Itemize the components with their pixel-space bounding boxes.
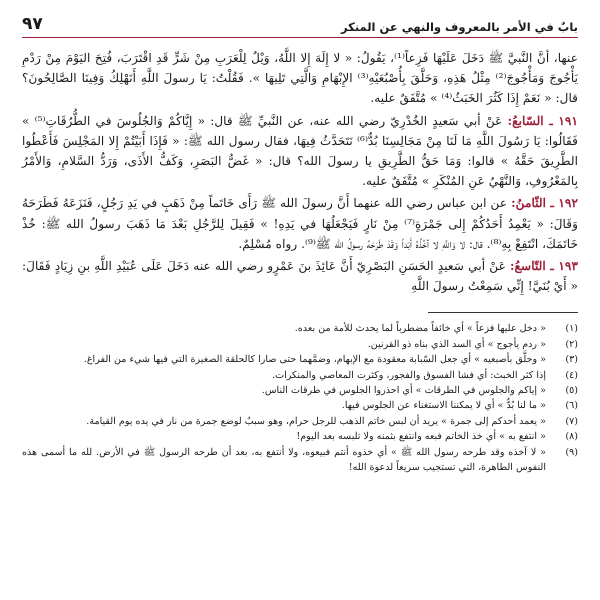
footnote-text: « ردم يأجوج » أي السد الذي بناه ذو القرنين. <box>367 338 546 350</box>
footnote-number: (٩) <box>565 446 578 458</box>
footnote <box>22 414 578 429</box>
hadith-193-text: عَنْ أبي سَعيدٍ الحَسَنِ البَصْرِيّ أَنَّ عَائِذَ بنَ عَمْرٍو رضي الله عنه دَخَلَ عَلَى عُبَيْدِ اللَّهِ بنِ زِيَادٍ فَقَالَ: « أَيْ بُنَيَّ! إِنِّي سَمِعْتُ رسولَ اللَّهِ <box>22 259 578 294</box>
footnote-number: (٤) <box>565 369 578 381</box>
footnote-number: (١) <box>565 323 578 335</box>
hadith-191-text: عَنْ أبي سَعيدٍ الخُدْرِيّ رضي الله عنه، عن النَّبيِّ ﷺ قال: « إِيَّاكُمْ وَالجُلُوسَ في الطُّرُقَاتِ⁽⁵⁾ » فَقَالُوا: يَا رَسُولَ اللَّهِ مَا لَنَا مِنْ مَجَالِسِنَا بُدٌّ⁽⁶⁾ نَتَحَدَّثُ فِيهَا، فقال رسول الله ﷺ: « فَإِذَا أَبَيْتُمْ إِلا المَجْلِسَ فَأَعْطُوا الطَّرِيقَ حَقَّهُ » قالوا: وَمَا حَقُّ الطَّرِيقِ يا رسولَ الله؟ قال: « غَضُّ البَصَرِ، وَكَفُّ الأَذَى، وَرَدُّ السَّلامِ، وَالأَمْرُ بِالمَعْرُوفِ، وَالنَّهْيُ عَنِ المُنْكَرِ » مُتَّفَقٌ عليه. <box>22 113 578 189</box>
footnote-number: (٣) <box>565 354 578 366</box>
footnote-text: « ما لنا بُدٌّ » أي لا يمكننا الاستغناء عن الجلوس فيها. <box>341 400 546 412</box>
footnote-text: « دخل عليها فزعاً » أي خائفاً مضطرباً لما يحدث للأمة من بعده. <box>294 323 546 335</box>
page-number: ٩٧ <box>22 14 43 34</box>
footnote-number: (٨) <box>565 431 578 443</box>
footnote-number: (٥) <box>565 385 578 397</box>
footnote-text: إذا كثر الخبث: أي فشا الفسوق والفجور، وكثرت المعاصي والمنكرات. <box>272 369 546 381</box>
footnote <box>22 352 578 367</box>
hadith-193 <box>22 256 578 296</box>
hadith-192 <box>22 193 578 254</box>
footnote-divider-wrap <box>22 298 578 321</box>
footnote-divider <box>428 312 578 313</box>
hadith-191 <box>22 111 578 192</box>
footnote-number: (٦) <box>565 400 578 412</box>
footnote <box>22 445 578 476</box>
footnote-text: « إياكم والجلوس في الطرقات » أي احذروا الجلوس في طرقات الناس. <box>261 385 546 397</box>
footnote-text: « يعمد أحدكم إلى جمرة » يريد أن لبس خاتم الذهب للرجل حرام، وهو سببٌ لوضع جمرة من نار في يده يوم القيامة. <box>86 415 546 427</box>
hadith-193-number: ١٩٣ ـ التّاسعُ: <box>510 259 579 274</box>
running-title: بابٌ في الأمر بالمعروف والنهي عن المنكر <box>340 20 578 34</box>
footnote <box>22 321 578 336</box>
page-header <box>22 10 578 38</box>
main-text <box>22 48 578 296</box>
hadith-192-text: عن ابن عباس رضي الله عنهما أَنَّ رسولَ الله ﷺ رَأَى خَاتَماً مِنْ ذَهَبٍ في يَدِ رَجُلٍ، فَنَزَعَهُ فَطَرَحَهُ وَقَالَ: « يَعْمِدُ أَحَدُكُمْ إِلى جَمْرَةٍ⁽⁷⁾ مِنْ نَارٍ فَيَجْعَلُهَا في يَدِهِ! » فَقِيلَ لِلرَّجُلِ بَعْدَ مَا ذَهَبَ رسولُ الله ﷺ: خُذْ خَاتَمَكَ، انْتَفِعْ بِهِ⁽⁸⁾. قال: لا وَاللَّهِ لا آخُذُهُ أَبَداً وَقَدْ طَرَحَهُ رسولُ الله ﷺ⁽⁹⁾. رواه مُسْلِمٌ. <box>22 196 578 251</box>
footnotes <box>22 321 578 475</box>
footnote-text: « لا آخذه وقد طرحه رسول الله ﷺ » أي خذوه أنتم فبيعوه، ولا أنتفع به، بعد أن طرحه الرسول ﷺ في الأرض. لله ما أسمى هذه النفوس الطاهرة، التي تستجيب سريعاً لدعوة الله! <box>22 446 546 474</box>
footnote <box>22 337 578 352</box>
page <box>22 10 578 592</box>
footnote <box>22 429 578 444</box>
footnote-number: (٢) <box>565 338 578 350</box>
hadith-191-number: ١٩١ ـ السّابعُ: <box>507 113 578 128</box>
hadith-192-number: ١٩٢ ـ الثّامنُ: <box>511 196 579 211</box>
footnote <box>22 368 578 383</box>
footnote-text: « انتفع به » أي خذ الخاتم فبعه وانتفع بثمنه ولا تلبسه بعد اليوم! <box>296 431 546 443</box>
footnote-text: « وحلَّق بأصبعيه » أي جعل السّبابة معقودة مع الإبهام، وضمَّهما حتى صارا كالحلقة الصغيرة التي فيها شيء من الفراغ. <box>83 354 546 366</box>
footnote <box>22 383 578 398</box>
footnote <box>22 398 578 413</box>
hadith-190-continuation: عنها، أنَّ النَّبيَّ ﷺ دَخَلَ عَلَيْهَا فَزِعاً⁽¹⁾، يَقُولُ: « لا إِلَهَ إِلا اللَّهُ، وَيْلٌ لِلْعَرَبِ مِنْ شَرٍّ قَدِ اقْتَرَبَ، فُتِحَ اليَوْمَ مِنْ رَدْمِ يَأْجُوجَ وَمَأْجُوجَ⁽²⁾ مِثْلُ هَذِهِ، وَحَلَّقَ بِأُصْبُعَيْهِ⁽³⁾ الإِبْهَامِ وَالَّتِي تَلِيهَا ». فَقُلْتُ: يَا رسولَ اللَّهِ أَنَهْلِكُ وَفِينَا الصَّالِحُونَ؟ قال: « نَعَمْ إِذَا كَثُرَ الخَبَثُ⁽⁴⁾ » مُتَّفَقٌ عليه. <box>22 51 578 106</box>
footnote-number: (٧) <box>565 415 578 427</box>
